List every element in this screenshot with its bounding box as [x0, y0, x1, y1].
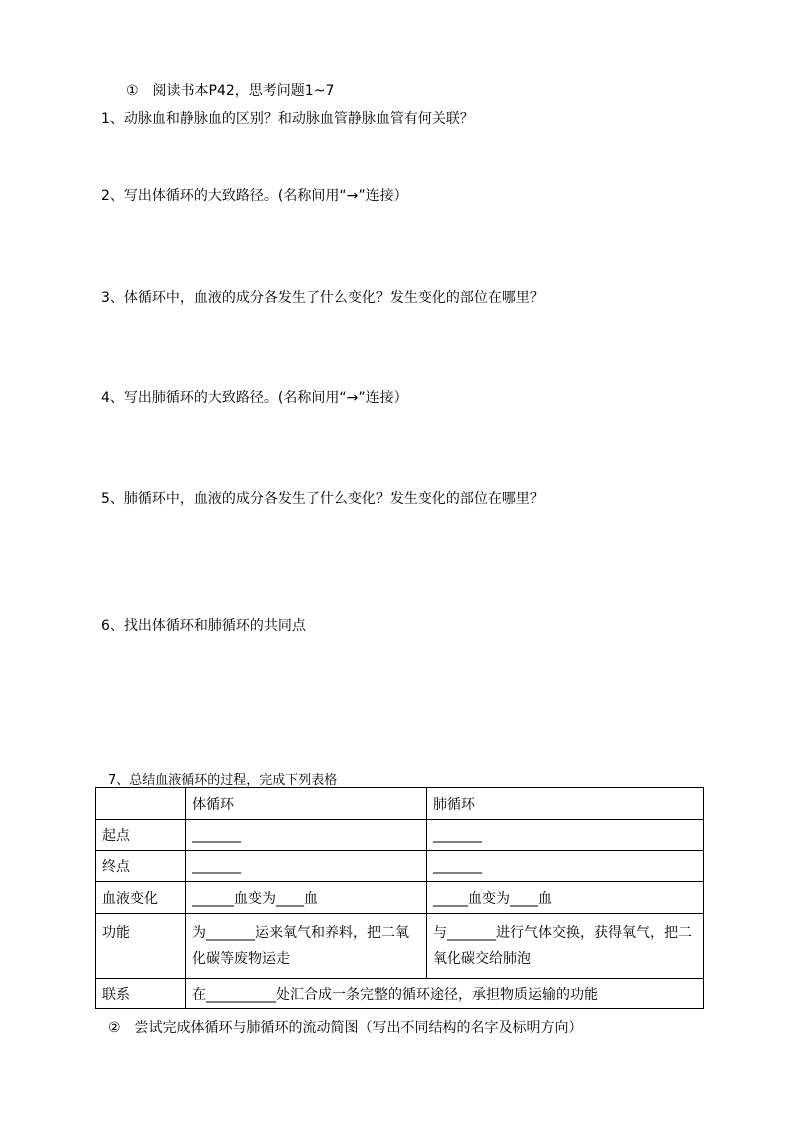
header-pulmonary: 肺循环 — [427, 788, 704, 820]
row-label-link: 联系 — [96, 979, 186, 1009]
header-systemic: 体循环 — [186, 788, 427, 820]
intro-instruction: ① 阅读书本P42，思考问题1~7 — [126, 83, 335, 99]
header-empty-cell — [96, 788, 186, 820]
question-5: 5、肺循环中，血液的成分各发生了什么变化？发生变化的部位在哪里？ — [101, 491, 544, 507]
question-4: 4、写出肺循环的大致路径。(名称间用“→”连接） — [101, 390, 408, 406]
pulmonary-blood-change: _____血变为____血 — [427, 882, 704, 914]
systemic-start-blank: _______ — [186, 820, 427, 851]
table-row-end — [96, 851, 704, 882]
row-label-end: 终点 — [96, 851, 186, 882]
question-2: 2、写出体循环的大致路径。(名称间用“→”连接） — [101, 188, 408, 204]
pulmonary-function: 与_______进行气体交换，获得氧气，把二氧化碳交给肺泡 — [427, 914, 704, 979]
table-header-row — [96, 788, 704, 820]
systemic-blood-change: ______血变为____血 — [186, 882, 427, 914]
table-row-function — [96, 914, 704, 979]
question-1: 1、动脉血和静脉血的区别？和动脉血管静脉血管有何关联？ — [101, 111, 474, 127]
row-label-start: 起点 — [96, 820, 186, 851]
pulmonary-end-blank: _______ — [427, 851, 704, 882]
row-label-function: 功能 — [96, 914, 186, 979]
row-label-blood-change: 血液变化 — [96, 882, 186, 914]
question-6: 6、找出体循环和肺循环的共同点 — [101, 618, 306, 634]
table-row-start — [96, 820, 704, 851]
question-3: 3、体循环中，血液的成分各发生了什么变化？发生变化的部位在哪里？ — [101, 290, 544, 306]
systemic-end-blank: _______ — [186, 851, 427, 882]
pulmonary-start-blank: _______ — [427, 820, 704, 851]
footer-instruction: ② 尝试完成体循环与肺循环的流动简图（写出不同结构的名字及标明方向） — [108, 1020, 583, 1036]
table-row-blood-change — [96, 882, 704, 914]
table-row-link — [96, 979, 704, 1009]
link-text: 在__________处汇合成一条完整的循环途径，承担物质运输的功能 — [186, 979, 704, 1009]
systemic-function: 为_______运来氧气和养料，把二氧化碳等废物运走 — [186, 914, 427, 979]
circulation-summary-table — [95, 787, 704, 1009]
table-title: 7、总结血液循环的过程，完成下列表格 — [108, 773, 338, 788]
